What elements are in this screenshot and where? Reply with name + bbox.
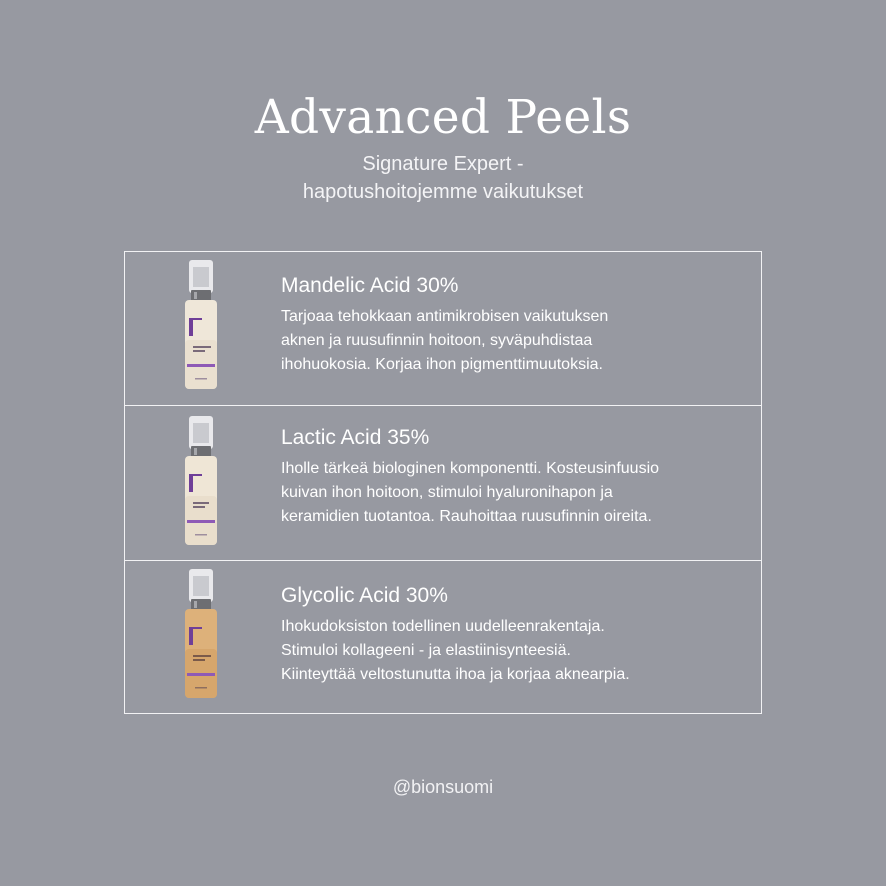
product-description	[281, 457, 751, 529]
product-text	[281, 581, 751, 687]
subtitle-line: Signature Expert -	[362, 153, 524, 175]
product-row-mandelic	[125, 252, 761, 406]
description-line: aknen ja ruusufinnin hoitoon, syväpuhdistaa	[281, 332, 593, 349]
description-line: Iholle tärkeä biologinen komponentti. Kosteusinfuusio	[281, 460, 660, 477]
product-description	[281, 615, 751, 687]
product-description	[281, 305, 751, 377]
glycolic-bottle-image	[183, 569, 219, 700]
product-text	[281, 271, 751, 377]
description-line: Stimuloi kollageeni - ja elastiinisynteesiä.	[281, 642, 571, 659]
page-title: Advanced Peels	[254, 90, 632, 145]
lactic-bottle-image	[183, 416, 219, 547]
product-text	[281, 423, 751, 529]
mandelic-bottle-image	[183, 260, 219, 391]
description-line: keramidien tuotantoa. Rauhoittaa ruusufinnin oireita.	[281, 508, 652, 525]
description-line: Tarjoaa tehokkaan antimikrobisen vaikutuksen	[281, 308, 609, 325]
product-row-lactic	[125, 406, 761, 561]
product-name: Mandelic Acid 30%	[281, 274, 459, 297]
page-subtitle	[0, 150, 886, 206]
product-name: Glycolic Acid 30%	[281, 584, 448, 607]
description-line: kuivan ihon hoitoon, stimuloi hyaluronihapon ja	[281, 484, 613, 501]
product-row-glycolic	[125, 561, 761, 713]
description-line: Kiinteyttää veltostunutta ihoa ja korjaa aknearpia.	[281, 666, 630, 683]
social-handle: @bionsuomi	[392, 777, 494, 797]
description-line: ihohuokosia. Korjaa ihon pigmenttimuutoksia.	[281, 356, 603, 373]
description-line: Ihokudoksiston todellinen uudelleenrakentaja.	[281, 618, 605, 635]
subtitle-line: hapotushoitojemme vaikutukset	[302, 181, 584, 203]
product-name: Lactic Acid 35%	[281, 426, 430, 449]
products-table	[124, 251, 762, 714]
